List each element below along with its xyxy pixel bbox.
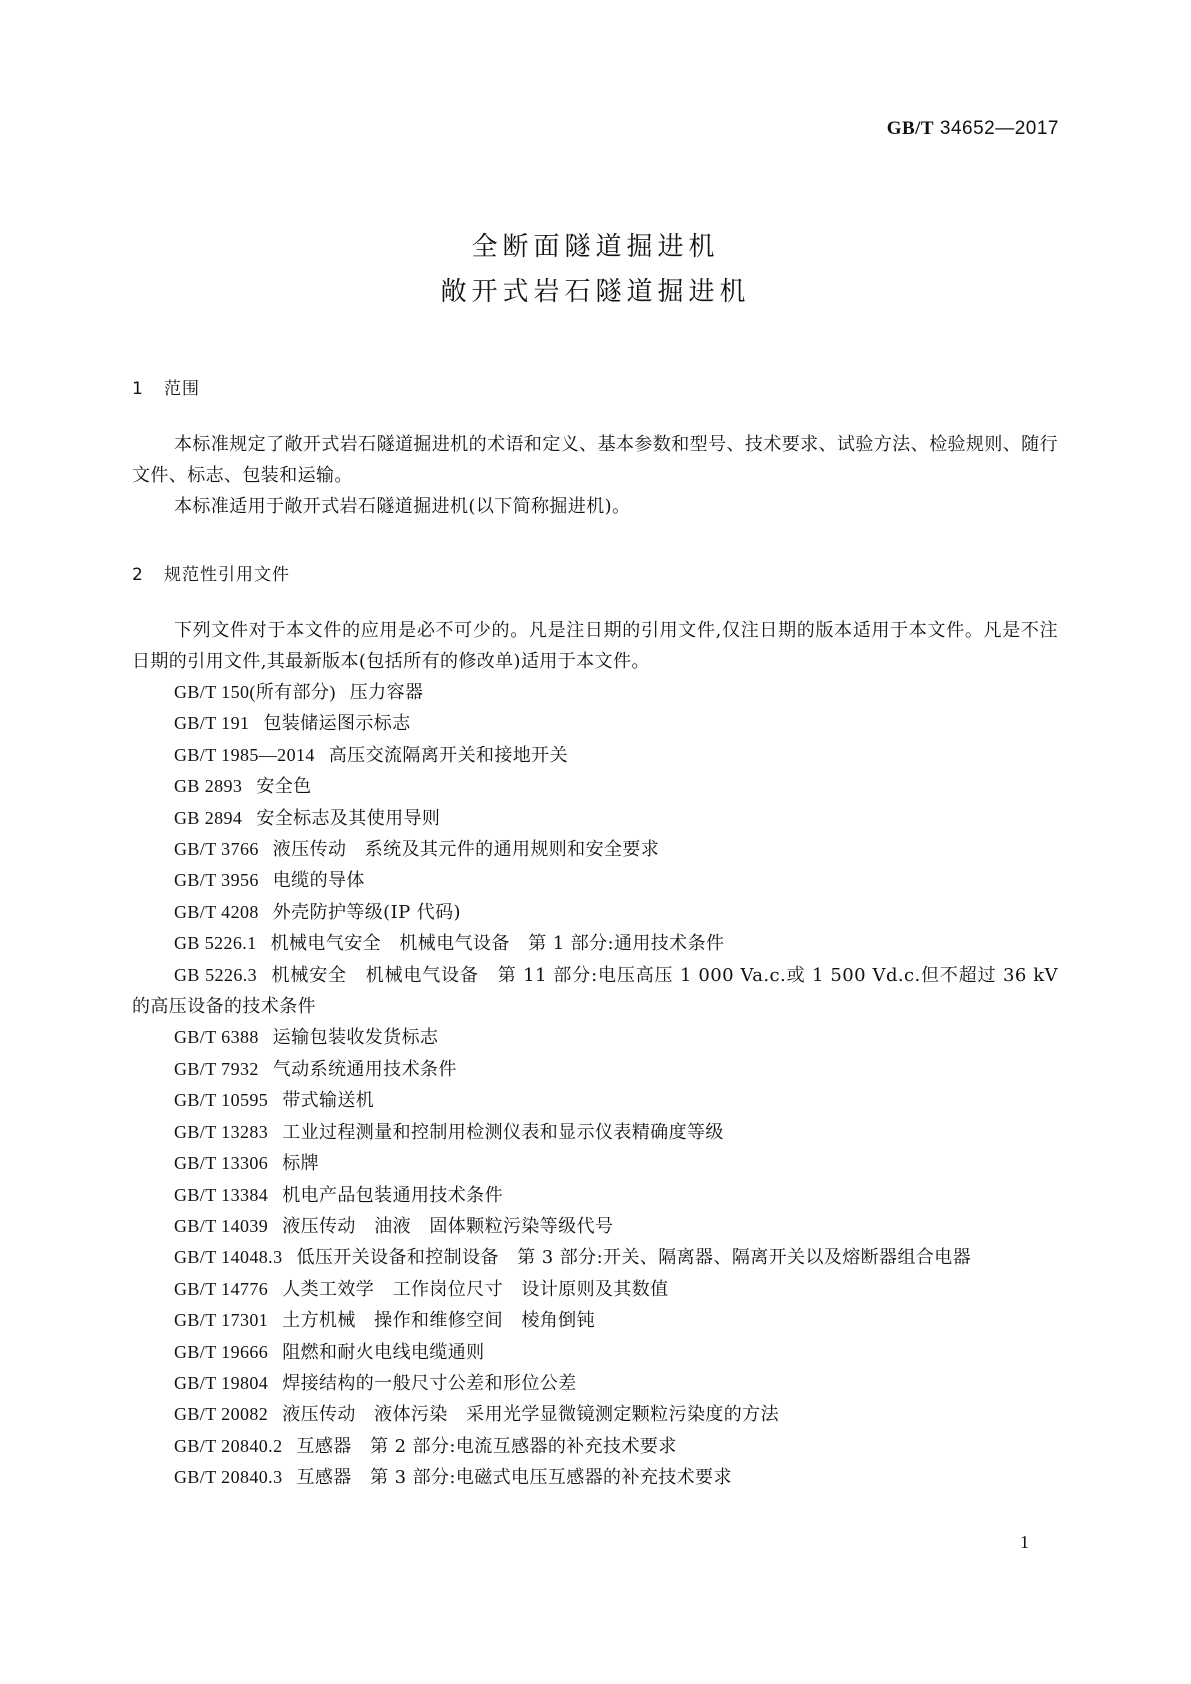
reference-code: GB/T 14776	[174, 1278, 269, 1299]
reference-title: 液压传动 油液 固体颗粒污染等级代号	[282, 1215, 614, 1237]
scope-paragraph-2: 本标准适用于敞开式岩石隧道掘进机(以下简称掘进机)。	[174, 496, 631, 517]
standard-prefix: GB/T	[886, 118, 935, 139]
reference-item	[132, 897, 1058, 928]
reference-item	[132, 1274, 1058, 1305]
reference-title: 高压交流隔离开关和接地开关	[328, 744, 568, 766]
reference-title: 土方机械 操作和维修空间 棱角倒钝	[282, 1310, 595, 1332]
reference-item	[132, 1054, 1058, 1085]
reference-code: GB 5226.3	[174, 964, 258, 985]
reference-code: GB/T 20840.3	[174, 1467, 283, 1488]
reference-title: 人类工效学 工作岗位尺寸 设计原则及其数值	[282, 1278, 669, 1300]
section-title: 规范性引用文件	[164, 565, 290, 585]
reference-title: 工业过程测量和控制用检测仪表和显示仪表精确度等级	[282, 1121, 724, 1143]
reference-item	[132, 1462, 1058, 1493]
reference-title: 安全色	[256, 776, 312, 798]
reference-code: GB/T 19804	[174, 1372, 269, 1393]
section-heading-scope	[132, 374, 200, 399]
reference-item	[132, 1085, 1058, 1116]
reference-code: GB/T 19666	[174, 1341, 269, 1362]
reference-item	[132, 1117, 1058, 1148]
standard-number	[887, 118, 1059, 140]
reference-item	[132, 1399, 1058, 1430]
reference-item	[132, 1242, 1058, 1273]
reference-title: 机电产品包装通用技术条件	[282, 1184, 503, 1206]
reference-item	[132, 834, 1058, 865]
reference-code: GB/T 10595	[174, 1090, 269, 1111]
reference-code: GB 2894	[174, 807, 243, 828]
reference-title: 低压开关设备和控制设备 第 3 部分:开关、隔离器、隔离开关以及熔断器组合电器	[296, 1247, 972, 1269]
reference-code: GB/T 13306	[174, 1153, 269, 1174]
reference-code: GB/T 6388	[174, 1027, 259, 1048]
reference-item	[132, 1180, 1058, 1211]
reference-code: GB/T 191	[174, 713, 250, 734]
reference-item	[132, 1022, 1058, 1053]
reference-code: GB/T 13283	[174, 1121, 269, 1142]
reference-title: 阻燃和耐火电线电缆通则	[282, 1341, 485, 1363]
reference-item	[132, 740, 1058, 771]
references-intro-paragraph: 下列文件对于本文件的应用是必不可少的。凡是注日期的引用文件,仅注日期的版本适用于本文件。凡是不注日期的引用文件,其最新版本(包括所有的修改单)适用于本文件。	[132, 620, 1058, 672]
reference-item	[132, 960, 1058, 1023]
reference-code: GB/T 20082	[174, 1404, 269, 1425]
reference-code: GB 2893	[174, 776, 243, 797]
scope-paragraph-1: 本标准规定了敞开式岩石隧道掘进机的术语和定义、基本参数和型号、技术要求、试验方法、检验规则、随行文件、标志、包装和运输。	[132, 434, 1058, 486]
reference-title: 液压传动 系统及其元件的通用规则和安全要求	[272, 839, 660, 861]
reference-item	[132, 1337, 1058, 1368]
section-number: 1	[132, 379, 144, 399]
reference-title: 带式输送机	[282, 1090, 375, 1112]
document-title-line-2: 敞开式岩石隧道掘进机	[440, 277, 751, 307]
reference-item	[132, 928, 1058, 959]
reference-title: 互感器 第 3 部分:电磁式电压互感器的补充技术要求	[296, 1467, 732, 1489]
standard-code: 34652—2017	[939, 118, 1059, 139]
reference-item	[132, 771, 1058, 802]
reference-item	[132, 1368, 1058, 1399]
reference-title: 外壳防护等级(IP 代码)	[272, 901, 461, 923]
reference-title: 互感器 第 2 部分:电流互感器的补充技术要求	[296, 1435, 677, 1457]
reference-code: GB/T 14039	[174, 1215, 269, 1236]
reference-code: GB/T 150(所有部分)	[174, 682, 336, 702]
reference-code: GB/T 20840.2	[174, 1435, 283, 1456]
section-heading-normative-references	[132, 560, 290, 585]
reference-item	[132, 1148, 1058, 1179]
reference-item	[132, 1431, 1058, 1462]
reference-title: 包装储运图示标志	[263, 713, 411, 735]
reference-title: 运输包装收发货标志	[272, 1027, 439, 1049]
reference-title: 焊接结构的一般尺寸公差和形位公差	[282, 1372, 577, 1394]
reference-code: GB/T 1985—2014	[174, 744, 315, 765]
reference-title: 电缆的导体	[272, 870, 365, 892]
reference-item	[132, 708, 1058, 739]
reference-item	[132, 803, 1058, 834]
reference-title: 标牌	[282, 1153, 319, 1175]
page-number: 1	[1020, 1532, 1029, 1552]
reference-item	[132, 1305, 1058, 1336]
reference-title: 机械电气安全 机械电气设备 第 1 部分:通用技术条件	[270, 933, 725, 955]
reference-code: GB/T 14048.3	[174, 1247, 283, 1268]
reference-code: GB 5226.1	[174, 933, 257, 954]
reference-item	[132, 677, 1058, 708]
reference-list	[132, 677, 1058, 1494]
reference-code: GB/T 3766	[174, 839, 259, 860]
reference-code: GB/T 3956	[174, 870, 259, 891]
reference-title: 液压传动 液体污染 采用光学显微镜测定颗粒污染度的方法	[282, 1404, 779, 1426]
reference-title: 安全标志及其使用导则	[256, 807, 441, 829]
reference-title: 压力容器	[349, 682, 424, 703]
reference-title: 机械安全 机械电气设备 第 11 部分:电压高压 1 000 Va.c.或 1 500 Vd.c.但不超过 36 kV 的高压设备的技术条件	[132, 964, 1059, 1018]
reference-item	[132, 1211, 1058, 1242]
reference-code: GB/T 7932	[174, 1058, 259, 1079]
reference-title: 气动系统通用技术条件	[272, 1058, 457, 1080]
document-title-line-1: 全断面隧道掘进机	[471, 232, 720, 262]
reference-code: GB/T 4208	[174, 901, 259, 922]
reference-code: GB/T 13384	[174, 1184, 269, 1205]
reference-code: GB/T 17301	[174, 1310, 269, 1331]
section-number: 2	[132, 565, 144, 585]
section-title: 范围	[164, 379, 200, 399]
reference-item	[132, 865, 1058, 896]
